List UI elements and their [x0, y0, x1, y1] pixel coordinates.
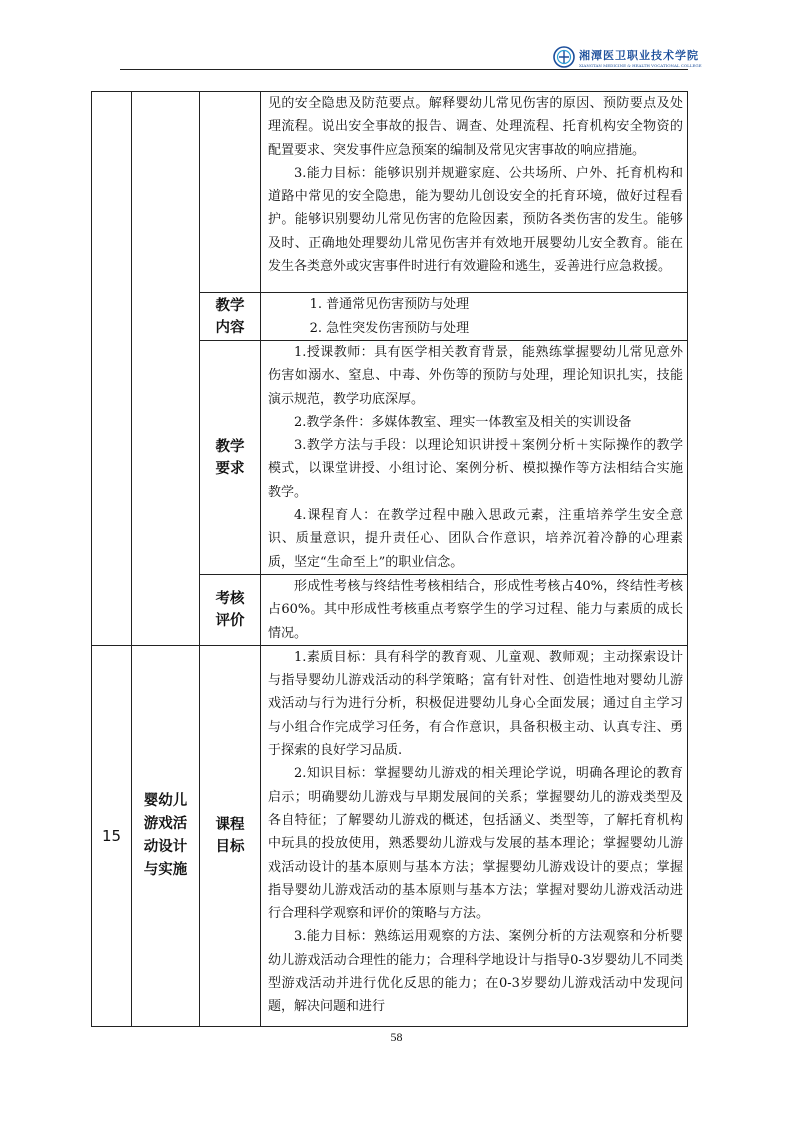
course-objectives-continued [261, 92, 688, 293]
paragraph: 1.授课教师：具有医学相关教育背景，能熟练掌握婴幼儿常见意外伤害如溺水、窒息、中毒、外伤等的预防与处理，理论知识扎实，技能演示规范，教学功底深厚。 [268, 345, 683, 407]
paragraph: 见的安全隐患及防范要点。解释婴幼儿常见伤害的原因、预防要点及处理流程。说出安全事故的报告、调查、处理流程、托育机构安全物资的配置要求、突发事件应急预案的编制及常见灾害事故的响应措施。 [268, 96, 683, 158]
assessment-cell [261, 575, 688, 646]
school-name-cn: 湘潭医卫职业技术学院 [579, 48, 699, 62]
course-number-cell [92, 92, 132, 646]
course-objectives-cell [261, 645, 688, 1026]
teaching-requirements-cell [261, 341, 688, 575]
row-label-course-objectives: 课程目标 [200, 645, 261, 1026]
paragraph: 1.素质目标：具有科学的教育观、儿童观、教师观；主动探索设计与指导婴幼儿游戏活动的科学策略；富有针对性、创造性地对婴幼儿游戏活动与行为进行分析，积极促进婴幼儿身心全面发展；通过自主学习与小组合作完成学习任务，有合作意识，具备积极主动、认真专注、勇于探索的良好学习品质. [268, 649, 683, 759]
paragraph: 3.能力目标：熟练运用观察的方法、案例分析的方法观察和分析婴幼儿游戏活动合理性的能力；合理科学地设计与指导0-3岁婴幼儿不同类型游戏活动并进行优化反思的能力；在0-3岁婴幼儿游戏活动中发现问题，解决问题和进行 [268, 929, 683, 1015]
course-name-cell [132, 92, 200, 646]
paragraph: 3.能力目标：能够识别并规避家庭、公共场所、户外、托育机构和道路中常见的安全隐患，能为婴幼儿创设安全的托育环境，做好过程看护。能够识别婴幼儿常见伤害的危险因素，预防各类伤害的发生。能够及时、正确地处理婴幼儿常见伤害并有效地开展婴幼儿安全教育。能在发生各类意外或灾害事件时进行有效避险和逃生，妥善进行应急救援。 [268, 165, 683, 275]
paragraph: 2.教学条件：多媒体教室、理实一体教室及相关的实训设备 [294, 414, 632, 430]
paragraph: 4.课程育人：在教学过程中融入思政元素，注重培养学生安全意识、质量意识，提升责任心、团队合作意识，培养沉着冷静的心理素质，坚定“生命至上”的职业信念。 [268, 508, 683, 570]
page-number: 58 [390, 1030, 403, 1044]
school-name-en: XIANGTAN MEDICINE & HEALTH VOCATIONAL COLLEGE [579, 62, 702, 68]
paragraph: 形成性考核与终结性考核相结合，形成性考核占40%，终结性考核占60%。其中形成性考核重点考察学生的学习过程、能力与素质的成长情况。 [268, 579, 683, 641]
course-table [91, 91, 688, 1027]
list-item: 1. 普通常见伤害预防与处理 [309, 297, 470, 313]
table-row [92, 645, 688, 1026]
paragraph: 2.知识目标：掌握婴幼儿游戏的相关理论学说，明确各理论的教育启示；明确婴幼儿游戏与早期发展间的关系；掌握婴幼儿的游戏类型及各自特征；了解婴幼儿游戏的概述，包括涵义、类型等，了解托育机构中玩具的投放使用，熟悉婴幼儿游戏与发展的基本理论；掌握婴幼儿游戏活动设计的基本原则与基本方法；掌握婴幼儿游戏设计的要点；掌握指导婴幼儿游戏活动的基本原则与基本方法；掌握对婴幼儿游戏活动进行合理科学观察和评价的策略与方法。 [268, 766, 683, 922]
teaching-content-cell [261, 293, 688, 341]
row-label-teaching-content: 教学内容 [200, 293, 261, 341]
row-label-cell [200, 92, 261, 293]
row-label-teaching-requirements: 教学要求 [200, 341, 261, 575]
paragraph: 3.教学方法与手段：以理论知识讲授＋案例分析＋实际操作的教学模式，以课堂讲授、小组讨论、案例分析、模拟操作等方法相结合实施教学。 [268, 438, 683, 500]
course-name: 婴幼儿游戏活动设计与实施 [132, 645, 200, 1026]
school-logo [553, 46, 702, 68]
table-row [92, 92, 688, 293]
row-label-assessment: 考核评价 [200, 575, 261, 646]
course-number: 15 [92, 645, 132, 1026]
list-item: 2. 急性突发伤害预防与处理 [309, 320, 470, 336]
header-divider [120, 69, 688, 70]
school-emblem-icon [553, 46, 575, 68]
